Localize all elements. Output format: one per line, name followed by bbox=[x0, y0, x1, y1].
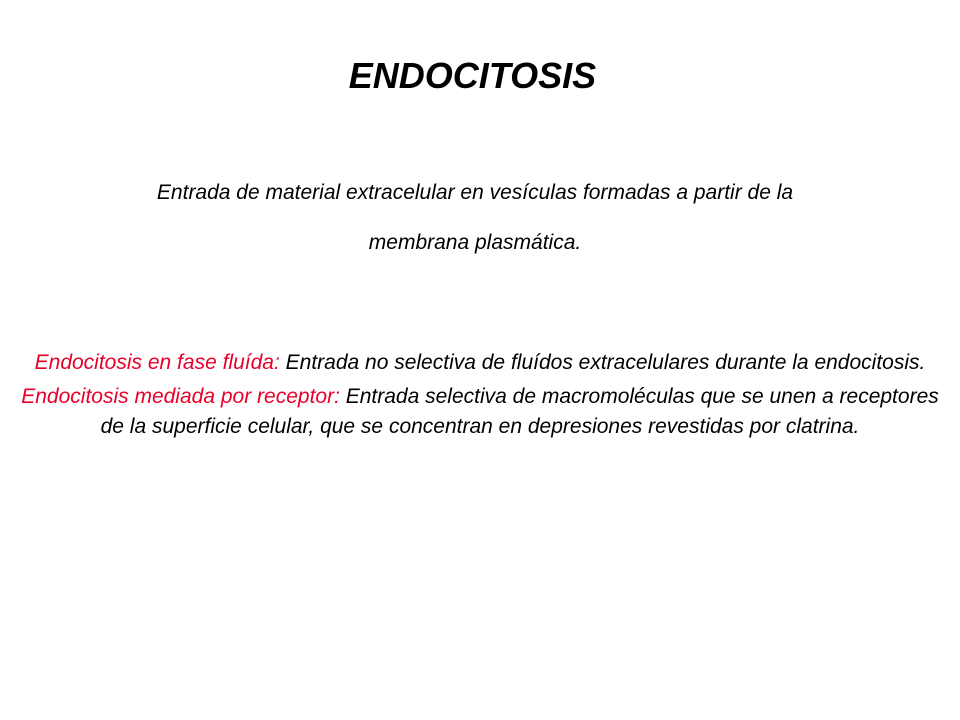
definition-term: Endocitosis mediada por receptor: bbox=[21, 385, 340, 408]
definition-fluid-phase bbox=[20, 348, 940, 378]
definition-receptor-mediated bbox=[20, 382, 940, 442]
definition-description: Entrada selectiva de macromoléculas que se unen a receptores de la superficie celular, que se concentran en depresiones revestidas por clatrina. bbox=[100, 385, 939, 438]
definitions-list bbox=[20, 348, 940, 446]
intro-line-1: Entrada de material extracelular en vesículas formadas a partir de la bbox=[156, 181, 794, 204]
intro-line-2: membrana plasmática. bbox=[368, 231, 582, 254]
definition-term: Endocitosis en fase fluída: bbox=[34, 351, 280, 374]
slide-title: ENDOCITOSIS bbox=[348, 55, 597, 96]
intro-paragraph bbox=[40, 168, 910, 268]
definition-description: Entrada no selectiva de fluídos extracelulares durante la endocitosis. bbox=[279, 351, 926, 374]
